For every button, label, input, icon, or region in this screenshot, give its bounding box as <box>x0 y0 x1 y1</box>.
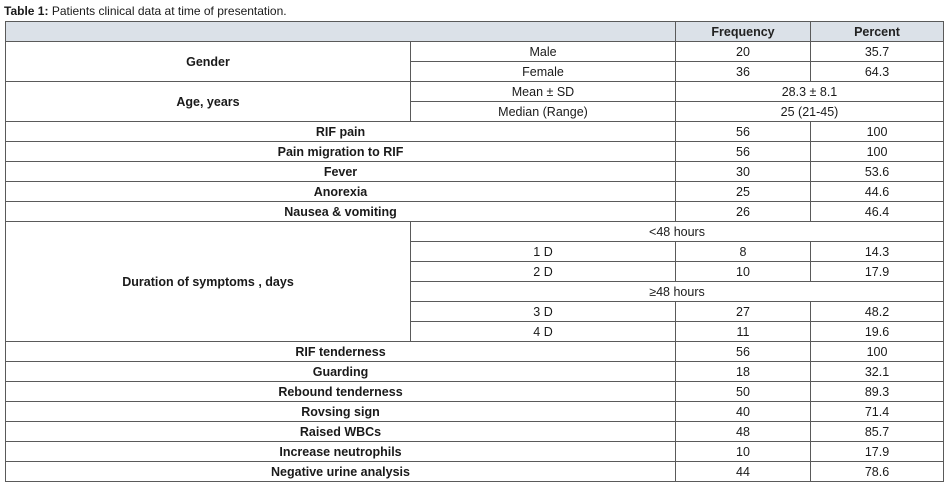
row-label: Anorexia <box>6 182 676 202</box>
frequency-cell: 18 <box>676 362 811 382</box>
frequency-cell: 56 <box>676 142 811 162</box>
row-label: Pain migration to RIF <box>6 142 676 162</box>
percent-cell: 100 <box>811 142 944 162</box>
percent-cell: 35.7 <box>811 42 944 62</box>
percent-cell: 64.3 <box>811 62 944 82</box>
age-value: 25 (21-45) <box>676 102 944 122</box>
percent-cell: 19.6 <box>811 322 944 342</box>
header-frequency: Frequency <box>676 22 811 42</box>
frequency-cell: 44 <box>676 462 811 482</box>
caption-text: Patients clinical data at time of presentation. <box>51 4 287 18</box>
age-sub: Median (Range) <box>411 102 676 122</box>
percent-cell: 48.2 <box>811 302 944 322</box>
age-label: Age, years <box>6 82 411 122</box>
row-label: Rebound tenderness <box>6 382 676 402</box>
percent-cell: 78.6 <box>811 462 944 482</box>
header-percent: Percent <box>811 22 944 42</box>
duration-label: Duration of symptoms , days <box>6 222 411 342</box>
gender-label: Gender <box>6 42 411 82</box>
percent-cell: 100 <box>811 122 944 142</box>
table-row <box>6 202 944 222</box>
frequency-cell: 25 <box>676 182 811 202</box>
duration-group-label: <48 hours <box>411 222 944 242</box>
frequency-cell: 10 <box>676 442 811 462</box>
frequency-cell: 20 <box>676 42 811 62</box>
age-sub: Mean ± SD <box>411 82 676 102</box>
age-value: 28.3 ± 8.1 <box>676 82 944 102</box>
table-row <box>6 342 944 362</box>
row-label: Increase neutrophils <box>6 442 676 462</box>
row-label: RIF tenderness <box>6 342 676 362</box>
gender-sub: Male <box>411 42 676 62</box>
table-row <box>6 402 944 422</box>
row-label: Raised WBCs <box>6 422 676 442</box>
frequency-cell: 56 <box>676 342 811 362</box>
table-row <box>6 122 944 142</box>
percent-cell: 14.3 <box>811 242 944 262</box>
header-row <box>6 22 944 42</box>
table-row <box>6 442 944 462</box>
frequency-cell: 50 <box>676 382 811 402</box>
frequency-cell: 10 <box>676 262 811 282</box>
percent-cell: 44.6 <box>811 182 944 202</box>
frequency-cell: 8 <box>676 242 811 262</box>
header-blank-cell <box>6 22 676 42</box>
duration-group-label: ≥48 hours <box>411 282 944 302</box>
duration-sub: 2 D <box>411 262 676 282</box>
clinical-data-table <box>5 21 944 482</box>
frequency-cell: 11 <box>676 322 811 342</box>
frequency-cell: 36 <box>676 62 811 82</box>
caption-label: Table 1: <box>4 4 49 18</box>
row-label: Guarding <box>6 362 676 382</box>
table-row <box>6 182 944 202</box>
table-row <box>6 222 944 242</box>
percent-cell: 46.4 <box>811 202 944 222</box>
table-row <box>6 42 944 62</box>
percent-cell: 17.9 <box>811 442 944 462</box>
percent-cell: 32.1 <box>811 362 944 382</box>
percent-cell: 100 <box>811 342 944 362</box>
table-row <box>6 422 944 442</box>
frequency-cell: 48 <box>676 422 811 442</box>
table-caption <box>4 3 287 19</box>
table-row <box>6 82 944 102</box>
table-row <box>6 462 944 482</box>
frequency-cell: 56 <box>676 122 811 142</box>
frequency-cell: 40 <box>676 402 811 422</box>
row-label: Rovsing sign <box>6 402 676 422</box>
table-row <box>6 162 944 182</box>
percent-cell: 53.6 <box>811 162 944 182</box>
table-row <box>6 142 944 162</box>
duration-sub: 4 D <box>411 322 676 342</box>
row-label: Negative urine analysis <box>6 462 676 482</box>
row-label: Fever <box>6 162 676 182</box>
percent-cell: 71.4 <box>811 402 944 422</box>
duration-sub: 3 D <box>411 302 676 322</box>
frequency-cell: 26 <box>676 202 811 222</box>
percent-cell: 89.3 <box>811 382 944 402</box>
frequency-cell: 30 <box>676 162 811 182</box>
table-row <box>6 382 944 402</box>
row-label: RIF pain <box>6 122 676 142</box>
percent-cell: 85.7 <box>811 422 944 442</box>
row-label: Nausea & vomiting <box>6 202 676 222</box>
gender-sub: Female <box>411 62 676 82</box>
percent-cell: 17.9 <box>811 262 944 282</box>
table-row <box>6 362 944 382</box>
duration-sub: 1 D <box>411 242 676 262</box>
frequency-cell: 27 <box>676 302 811 322</box>
